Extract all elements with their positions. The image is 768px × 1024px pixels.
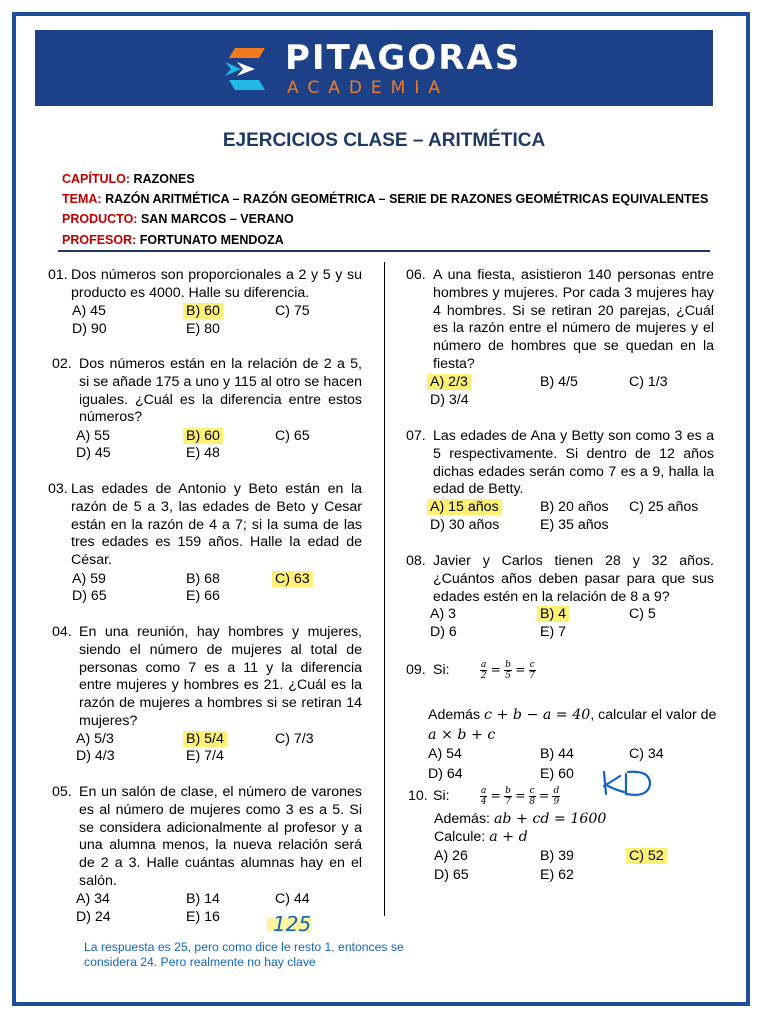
expression-09: a × b + c: [428, 727, 496, 743]
option: D) 24: [76, 909, 111, 925]
option: E) 7/4: [186, 748, 224, 764]
option: D) 65: [434, 867, 469, 883]
option: A) 45: [72, 303, 106, 319]
meta-chapter: CAPÍTULO: RAZONES: [62, 172, 195, 186]
option: A) 26: [434, 848, 468, 864]
option: E) 80: [186, 321, 220, 337]
handwritten-125-annotation: [265, 906, 327, 938]
option: D) 30 años: [430, 517, 500, 533]
option: A) 54: [428, 746, 462, 762]
meta-product: PRODUCTO: SAN MARCOS – VERANO: [62, 212, 294, 226]
option: B) 68: [186, 571, 220, 587]
option: A) 5/3: [76, 731, 114, 747]
option-correct: C) 63: [275, 571, 313, 588]
option-correct: B) 60: [186, 428, 223, 445]
option: B) 39: [540, 848, 574, 864]
condition-10: Además: ab + cd = 1600: [434, 811, 607, 827]
option: D) 4/3: [76, 748, 115, 764]
meta-teacher: PROFESOR: FORTUNATO MENDOZA: [62, 233, 284, 247]
option: B) 20 años: [540, 499, 609, 515]
brand-subtitle: ACADEMIA: [287, 78, 449, 98]
option-correct: A) 15 años: [430, 499, 502, 516]
document-title: EJERCICIOS CLASE – ARITMÉTICA: [222, 130, 546, 151]
option: D) 65: [72, 588, 107, 604]
option: E) 62: [540, 867, 574, 883]
option-correct: B) 4: [540, 606, 569, 623]
option: D) 3/4: [430, 392, 469, 408]
pitagoras-logo-icon: [221, 44, 271, 94]
column-divider: [384, 262, 385, 916]
option: C) 1/3: [629, 374, 668, 390]
option: B) 44: [540, 746, 574, 762]
option-correct: C) 52: [629, 848, 667, 865]
fraction-series-09: $\frac{a}{2}$ = $\frac{b}{5}$ = $\frac{c}{7}$: [480, 660, 536, 681]
option: C) 34: [629, 746, 664, 762]
option: C) 44: [275, 891, 310, 907]
svg-text:125: 125: [273, 912, 312, 936]
option: D) 45: [76, 445, 111, 461]
option-correct: B) 60: [186, 303, 223, 320]
calculate-10: Calcule: a + d: [434, 829, 528, 845]
option: A) 55: [76, 428, 110, 444]
option: E) 48: [186, 445, 220, 461]
option: C) 5: [629, 606, 656, 622]
brand-name: PITAGORAS: [285, 38, 522, 78]
option: A) 3: [430, 606, 457, 622]
option-correct: B) 5/4: [186, 731, 227, 748]
option: C) 25 años: [629, 499, 699, 515]
fraction-series-10: $\frac{a}{4}$ = $\frac{b}{7}$ = $\frac{c}{8}$ = $\frac{d}{9}$: [480, 786, 560, 807]
option: B) 14: [186, 891, 220, 907]
option: D) 6: [430, 624, 457, 640]
option: D) 64: [428, 766, 463, 782]
teacher-note: La respuesta es 25, pero como dice le resto 1, entonces se considera 24. Pero realmente no hay clave: [84, 940, 404, 969]
header-rule: [58, 250, 710, 252]
brand-banner: [35, 30, 713, 106]
option: E) 35 años: [540, 517, 609, 533]
option: B) 4/5: [540, 374, 578, 390]
option: E) 66: [186, 588, 220, 604]
option: D) 90: [72, 321, 107, 337]
condition-09: Además c + b − a = 40, calcular el valor de: [428, 707, 717, 723]
option: A) 59: [72, 571, 106, 587]
option: C) 65: [275, 428, 310, 444]
option: E) 16: [186, 909, 220, 925]
option: E) 60: [540, 766, 574, 782]
option: C) 75: [275, 303, 310, 319]
meta-topic: TEMA: RAZÓN ARITMÉTICA – RAZÓN GEOMÉTRICA – SERIE DE RAZONES GEOMÉTRICAS EQUIVALENTES: [62, 192, 709, 206]
option-correct: A) 2/3: [430, 374, 471, 391]
option: E) 7: [540, 624, 567, 640]
option: A) 34: [76, 891, 110, 907]
option: C) 7/3: [275, 731, 314, 747]
handwritten-kd-annotation: [598, 766, 662, 800]
